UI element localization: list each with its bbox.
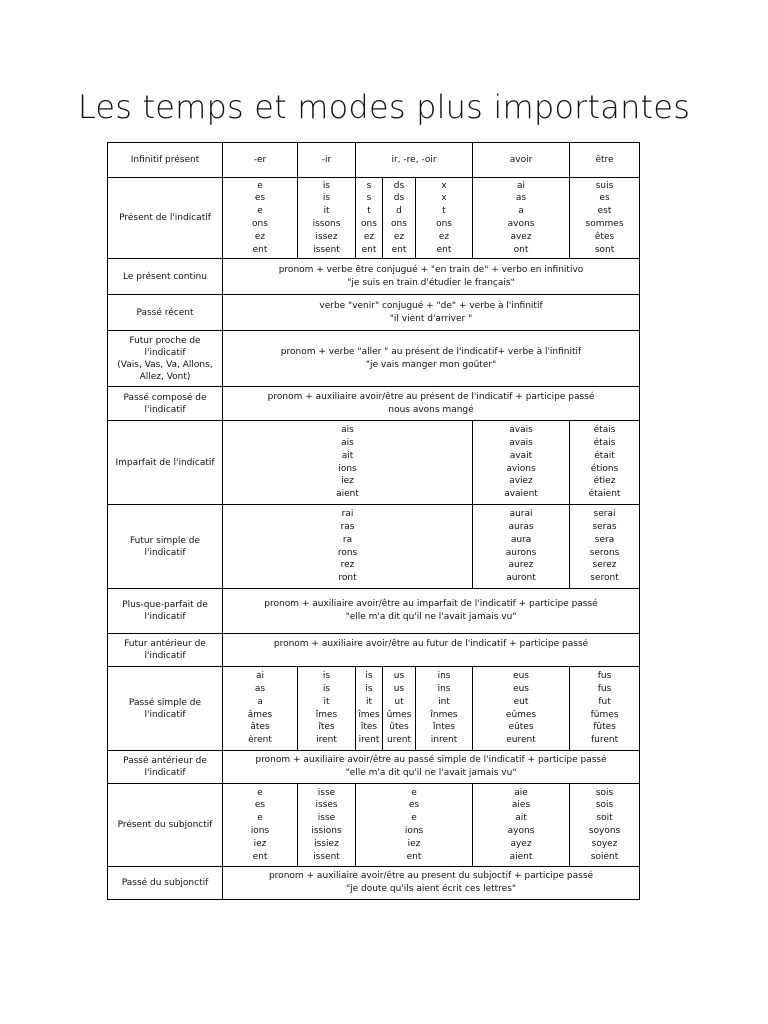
row-plus-que-parfait bbox=[108, 589, 640, 634]
forms-etre: suis es est sommes êtes sont bbox=[570, 178, 640, 259]
row-label-present-subjonctif: Présent du subjonctif bbox=[108, 784, 223, 867]
endings-ir-subjonctif: isse isses isse issions issiez issent bbox=[298, 784, 356, 867]
endings-futur-simple: rai ras ra rons rez ront bbox=[223, 505, 473, 589]
row-label-futur-simple: Futur simple de l'indicatif bbox=[108, 505, 223, 589]
endings-re-s: s s t ons ez ent bbox=[356, 178, 383, 259]
row-label-futur-anterieur: Futur antérieur de l'indicatif bbox=[108, 634, 223, 667]
row-label-imparfait: Imparfait de l'indicatif bbox=[108, 421, 223, 505]
rule-plus-que-parfait: pronom + auxiliaire avoir/être au imparfait de l'indicatif + participe passé "elle m'a dit qu'il ne l'avait jamais vu" bbox=[223, 589, 640, 634]
endings-re-ins-passe-simple: ins ins int înmes întes inrent bbox=[416, 667, 473, 751]
row-label-present-continu: Le présent continu bbox=[108, 259, 223, 295]
col-header-ir: -ir bbox=[298, 143, 356, 178]
endings-imparfait: ais ais ait ions iez aient bbox=[223, 421, 473, 505]
row-futur-simple bbox=[108, 505, 640, 589]
col-header-avoir: avoir bbox=[473, 143, 570, 178]
endings-ir: is is it issons issez issent bbox=[298, 178, 356, 259]
forms-etre-futur: serai seras sera serons serez seront bbox=[570, 505, 640, 589]
rule-passe-recent: verbe "venir" conjugué + "de" + verbe à l'infinitif "il vient d'arriver " bbox=[223, 295, 640, 331]
row-label-present-indicatif: Présent de l'indicatif bbox=[108, 178, 223, 259]
rule-passe-anterieur: pronom + auxiliaire avoir/être au passé simple de l'indicatif + participe passé "elle m'a dit qu'il ne l'avait jamais vu" bbox=[223, 751, 640, 784]
col-header-etre: être bbox=[570, 143, 640, 178]
rule-passe-compose: pronom + auxiliaire avoir/être au présent de l'indicatif + participe passé nous avons mangé bbox=[223, 387, 640, 421]
col-header-er: -er bbox=[223, 143, 298, 178]
forms-etre-subjonctif: sois sois soit soyons soyez soient bbox=[570, 784, 640, 867]
endings-er-subjonctif: e es e ions iez ent bbox=[223, 784, 298, 867]
endings-re-ds: ds ds d ons ez ent bbox=[383, 178, 416, 259]
endings-re-x: x x t ons ez ent bbox=[416, 178, 473, 259]
endings-er: e es e ons ez ent bbox=[223, 178, 298, 259]
col-header-re: ir, -re, -oir bbox=[356, 143, 473, 178]
row-label-plus-que-parfait: Plus-que-parfait de l'indicatif bbox=[108, 589, 223, 634]
row-passe-compose bbox=[108, 387, 640, 421]
forms-avoir-imparfait: avais avais avait avions aviez avaient bbox=[473, 421, 570, 505]
row-label-passe-anterieur: Passé antérieur de l'indicatif bbox=[108, 751, 223, 784]
row-passe-simple bbox=[108, 667, 640, 751]
forms-etre-imparfait: étais étais était étions étiez étaient bbox=[570, 421, 640, 505]
rule-futur-anterieur: pronom + auxiliaire avoir/être au futur de l'indicatif + participe passé bbox=[223, 634, 640, 667]
endings-er-passe-simple: ai as a âmes âtes èrent bbox=[223, 667, 298, 751]
forms-avoir: ai as a avons avez ont bbox=[473, 178, 570, 259]
row-label-passe-compose: Passé composé de l'indicatif bbox=[108, 387, 223, 421]
forms-avoir-subjonctif: aie aies ait ayons ayez aient bbox=[473, 784, 570, 867]
row-label-passe-subjonctif: Passé du subjonctif bbox=[108, 867, 223, 900]
row-infinitif bbox=[108, 143, 640, 178]
endings-re-subjonctif: e es e ions iez ent bbox=[356, 784, 473, 867]
row-passe-recent bbox=[108, 295, 640, 331]
conjugation-table bbox=[107, 142, 640, 900]
row-futur-proche bbox=[108, 331, 640, 387]
row-label-infinitif: Infinitif présent bbox=[108, 143, 223, 178]
row-passe-subjonctif bbox=[108, 867, 640, 900]
row-imparfait bbox=[108, 421, 640, 505]
row-futur-anterieur bbox=[108, 634, 640, 667]
rule-present-continu: pronom + verbe être conjugué + "en train de" + verbo en infinitivo "je suis en train d'étudier le français" bbox=[223, 259, 640, 295]
rule-futur-proche: pronom + verbe "aller " au présent de l'indicatif+ verbe à l'infinitif "je vais manger mon goûter" bbox=[223, 331, 640, 387]
forms-avoir-futur: aurai auras aura aurons aurez auront bbox=[473, 505, 570, 589]
row-passe-anterieur bbox=[108, 751, 640, 784]
row-present-continu bbox=[108, 259, 640, 295]
endings-re-us-passe-simple: us us ut ûmes ûtes urent bbox=[383, 667, 416, 751]
forms-avoir-passe-simple: eus eus eut eûmes eûtes eurent bbox=[473, 667, 570, 751]
row-label-passe-recent: Passé récent bbox=[108, 295, 223, 331]
endings-re-is-passe-simple: is is it îmes îtes irent bbox=[356, 667, 383, 751]
rule-passe-subjonctif: pronom + auxiliaire avoir/être au present du subjoctif + participe passé "je doute qu'ils aient écrit ces lettres" bbox=[223, 867, 640, 900]
row-present-indicatif bbox=[108, 178, 640, 259]
row-label-passe-simple: Passé simple de l'indicatif bbox=[108, 667, 223, 751]
row-present-subjonctif bbox=[108, 784, 640, 867]
forms-etre-passe-simple: fus fus fut fûmes fûtes furent bbox=[570, 667, 640, 751]
endings-ir-passe-simple: is is it îmes îtes irent bbox=[298, 667, 356, 751]
row-label-futur-proche: Futur proche de l'indicatif (Vais, Vas, Va, Allons, Allez, Vont) bbox=[108, 331, 223, 387]
page-title: Les temps et modes plus importantes bbox=[77, 88, 691, 126]
